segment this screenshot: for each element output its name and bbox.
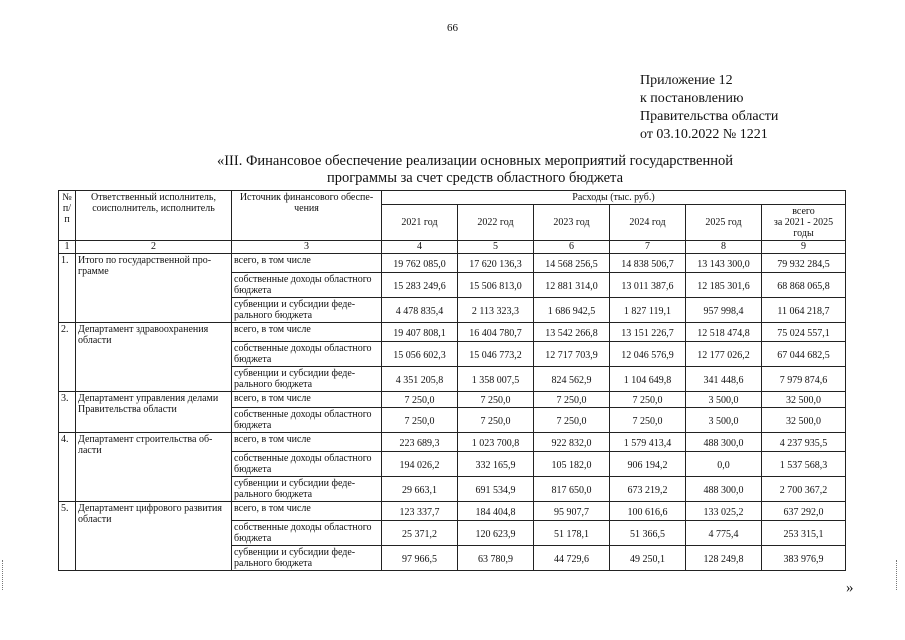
source-cell: субвенции и субсидии феде- рального бюджета (232, 298, 382, 323)
amount-cell: 123 337,7 (382, 502, 458, 521)
amount-cell: 29 663,1 (382, 477, 458, 502)
total-cell: 637 292,0 (762, 502, 846, 521)
header-source: Источник финансового обеспе- чения (232, 191, 382, 241)
amount-cell: 488 300,0 (686, 433, 762, 452)
financing-table (58, 190, 846, 571)
appendix-block (640, 72, 778, 144)
amount-cell: 341 448,6 (686, 367, 762, 392)
column-index: 2 (76, 241, 232, 254)
header-year-2025: 2025 год (686, 205, 762, 241)
amount-cell: 15 506 813,0 (458, 273, 534, 298)
source-cell: всего, в том числе (232, 433, 382, 452)
amount-cell: 7 250,0 (458, 392, 534, 408)
title-line: «III. Финансовое обеспечение реализации основных мероприятий государственной (216, 153, 734, 169)
source-cell: субвенции и субсидии феде- рального бюджета (232, 367, 382, 392)
column-index: 4 (382, 241, 458, 254)
appendix-line: Правительства области (640, 109, 779, 124)
amount-cell: 51 366,5 (610, 521, 686, 546)
amount-cell: 184 404,8 (458, 502, 534, 521)
amount-cell: 12 046 576,9 (610, 342, 686, 367)
amount-cell: 128 249,8 (686, 546, 762, 571)
source-cell: всего, в том числе (232, 323, 382, 342)
source-cell: собственные доходы областного бюджета (232, 521, 382, 546)
amount-cell: 3 500,0 (686, 408, 762, 433)
amount-cell: 4 351 205,8 (382, 367, 458, 392)
amount-cell: 133 025,2 (686, 502, 762, 521)
amount-cell: 906 194,2 (610, 452, 686, 477)
amount-cell: 12 177 026,2 (686, 342, 762, 367)
amount-cell: 97 966,5 (382, 546, 458, 571)
column-index: 9 (762, 241, 846, 254)
header-year-2024: 2024 год (610, 205, 686, 241)
amount-cell: 7 250,0 (382, 392, 458, 408)
table-row (59, 323, 846, 342)
total-cell: 32 500,0 (762, 392, 846, 408)
amount-cell: 1 827 119,1 (610, 298, 686, 323)
amount-cell: 4 478 835,4 (382, 298, 458, 323)
amount-cell: 7 250,0 (610, 408, 686, 433)
source-cell: собственные доходы областного бюджета (232, 273, 382, 298)
amount-cell: 223 689,3 (382, 433, 458, 452)
table-row (59, 433, 846, 452)
amount-cell: 13 011 387,6 (610, 273, 686, 298)
amount-cell: 488 300,0 (686, 477, 762, 502)
executor-cell: Департамент строительства об- ласти (76, 433, 232, 502)
total-cell: 79 932 284,5 (762, 254, 846, 273)
total-cell: 4 237 935,5 (762, 433, 846, 452)
amount-cell: 49 250,1 (610, 546, 686, 571)
amount-cell: 14 838 506,7 (610, 254, 686, 273)
amount-cell: 7 250,0 (534, 392, 610, 408)
amount-cell: 63 780,9 (458, 546, 534, 571)
amount-cell: 673 219,2 (610, 477, 686, 502)
amount-cell: 15 046 773,2 (458, 342, 534, 367)
total-cell: 383 976,9 (762, 546, 846, 571)
source-cell: всего, в том числе (232, 502, 382, 521)
amount-cell: 100 616,6 (610, 502, 686, 521)
header-total (762, 205, 846, 241)
amount-cell: 7 250,0 (534, 408, 610, 433)
amount-cell: 7 250,0 (610, 392, 686, 408)
amount-cell: 12 717 703,9 (534, 342, 610, 367)
amount-cell: 13 143 300,0 (686, 254, 762, 273)
amount-cell: 7 250,0 (382, 408, 458, 433)
amount-cell: 1 104 649,8 (610, 367, 686, 392)
total-cell: 7 979 874,6 (762, 367, 846, 392)
total-cell: 75 024 557,1 (762, 323, 846, 342)
amount-cell: 1 358 007,5 (458, 367, 534, 392)
appendix-line: к постановлению (640, 91, 744, 106)
header-year-2023: 2023 год (534, 205, 610, 241)
amount-cell: 12 881 314,0 (534, 273, 610, 298)
header-year-2021: 2021 год (382, 205, 458, 241)
amount-cell: 7 250,0 (458, 408, 534, 433)
total-cell: 2 700 367,2 (762, 477, 846, 502)
table-row (59, 502, 846, 521)
amount-cell: 2 113 323,3 (458, 298, 534, 323)
amount-cell: 19 407 808,1 (382, 323, 458, 342)
amount-cell: 105 182,0 (534, 452, 610, 477)
row-number: 3. (59, 392, 76, 433)
right-edge-mark (896, 560, 903, 590)
amount-cell: 691 534,9 (458, 477, 534, 502)
column-index: 6 (534, 241, 610, 254)
executor-cell: Итого по государственной про- грамме (76, 254, 232, 323)
amount-cell: 922 832,0 (534, 433, 610, 452)
total-cell: 253 315,1 (762, 521, 846, 546)
header-year-2022: 2022 год (458, 205, 534, 241)
source-cell: субвенции и субсидии феде- рального бюджета (232, 477, 382, 502)
left-edge-mark (2, 560, 9, 590)
amount-cell: 120 623,9 (458, 521, 534, 546)
executor-cell: Департамент цифрового развития области (76, 502, 232, 571)
total-cell: 32 500,0 (762, 408, 846, 433)
header-total-line2: за 2021 - 2025 годы (773, 217, 834, 239)
amount-cell: 13 542 266,8 (534, 323, 610, 342)
amount-cell: 1 023 700,8 (458, 433, 534, 452)
document-title (150, 153, 800, 187)
source-cell: собственные доходы областного бюджета (232, 342, 382, 367)
amount-cell: 3 500,0 (686, 392, 762, 408)
header-total-line1: всего (792, 206, 815, 217)
source-cell: собственные доходы областного бюджета (232, 408, 382, 433)
source-cell: субвенции и субсидии феде- рального бюджета (232, 546, 382, 571)
header-expenses: Расходы (тыс. руб.) (382, 191, 846, 205)
column-index: 8 (686, 241, 762, 254)
total-cell: 11 064 218,7 (762, 298, 846, 323)
header-num: № п/п (59, 191, 76, 241)
source-cell: всего, в том числе (232, 254, 382, 273)
amount-cell: 17 620 136,3 (458, 254, 534, 273)
amount-cell: 44 729,6 (534, 546, 610, 571)
table-row (59, 392, 846, 408)
column-index: 3 (232, 241, 382, 254)
source-cell: собственные доходы областного бюджета (232, 452, 382, 477)
amount-cell: 15 056 602,3 (382, 342, 458, 367)
total-cell: 67 044 682,5 (762, 342, 846, 367)
title-line: программы за счет средств областного бюджета (326, 170, 624, 186)
column-index: 1 (59, 241, 76, 254)
header-executor: Ответственный исполнитель, соисполнитель, исполнитель (76, 191, 232, 241)
appendix-line: Приложение 12 (640, 73, 733, 88)
amount-cell: 824 562,9 (534, 367, 610, 392)
amount-cell: 19 762 085,0 (382, 254, 458, 273)
amount-cell: 13 151 226,7 (610, 323, 686, 342)
amount-cell: 95 907,7 (534, 502, 610, 521)
table-row (59, 254, 846, 273)
amount-cell: 4 775,4 (686, 521, 762, 546)
row-number: 2. (59, 323, 76, 392)
row-number: 1. (59, 254, 76, 323)
amount-cell: 332 165,9 (458, 452, 534, 477)
amount-cell: 14 568 256,5 (534, 254, 610, 273)
source-cell: всего, в том числе (232, 392, 382, 408)
amount-cell: 1 579 413,4 (610, 433, 686, 452)
row-number: 5. (59, 502, 76, 571)
total-cell: 1 537 568,3 (762, 452, 846, 477)
executor-cell: Департамент управления делами Правительства области (76, 392, 232, 433)
column-index: 7 (610, 241, 686, 254)
column-index-row (59, 241, 846, 254)
amount-cell: 817 650,0 (534, 477, 610, 502)
amount-cell: 15 283 249,6 (382, 273, 458, 298)
amount-cell: 957 998,4 (686, 298, 762, 323)
amount-cell: 16 404 780,7 (458, 323, 534, 342)
amount-cell: 0,0 (686, 452, 762, 477)
amount-cell: 1 686 942,5 (534, 298, 610, 323)
row-number: 4. (59, 433, 76, 502)
amount-cell: 194 026,2 (382, 452, 458, 477)
total-cell: 68 868 065,8 (762, 273, 846, 298)
closing-quote: » (846, 580, 854, 596)
amount-cell: 25 371,2 (382, 521, 458, 546)
amount-cell: 51 178,1 (534, 521, 610, 546)
page-number: 66 (447, 22, 458, 34)
column-index: 5 (458, 241, 534, 254)
executor-cell: Департамент здравоохранения области (76, 323, 232, 392)
amount-cell: 12 185 301,6 (686, 273, 762, 298)
amount-cell: 12 518 474,8 (686, 323, 762, 342)
header-row (59, 191, 846, 205)
appendix-line: от 03.10.2022 № 1221 (640, 127, 768, 142)
